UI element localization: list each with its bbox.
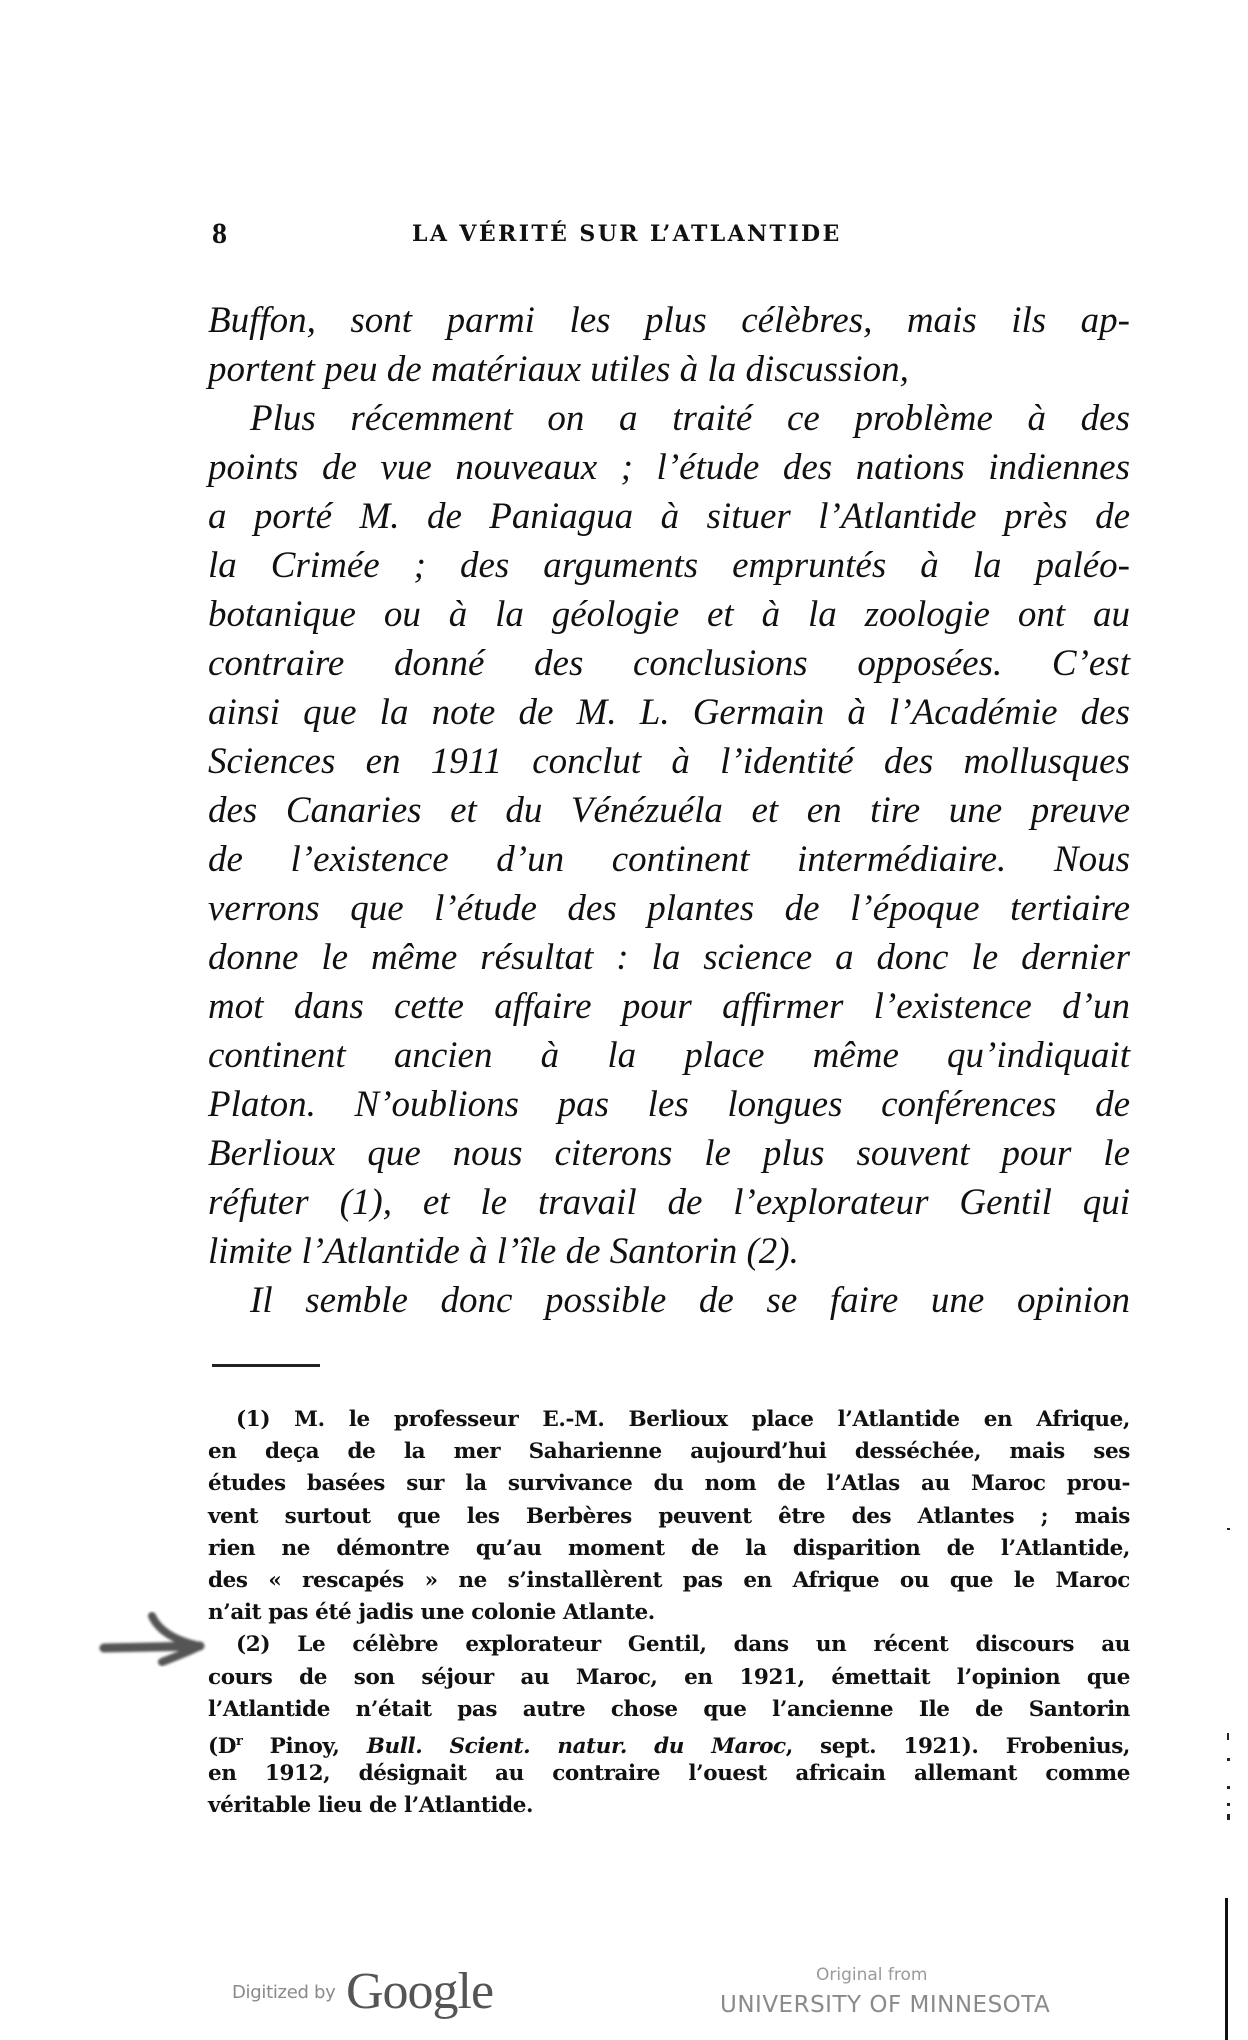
page-number: 8 bbox=[212, 217, 227, 250]
footnote-rule bbox=[212, 1364, 320, 1367]
footnote-2-line: (2) Le célèbre explorateur Gentil, dans un récent discours au bbox=[236, 1632, 1130, 1658]
arrow-strokes bbox=[104, 1616, 200, 1662]
body-line: de l’existence d’un continent intermédiaire. Nous bbox=[208, 839, 1130, 880]
page-edge-line bbox=[1225, 1898, 1228, 2040]
body-line: la Crimée ; des arguments empruntés à la paléo- bbox=[208, 545, 1130, 586]
footnote-1-line: en deça de la mer Saharienne aujourd’hui desséchée, mais ses bbox=[208, 1439, 1130, 1465]
margin-speck bbox=[1227, 1528, 1230, 1530]
citation-sup: r bbox=[236, 1733, 243, 1749]
footnote-1-line: rien ne démontre qu’au moment de la disparition de l’Atlantide, bbox=[208, 1535, 1130, 1561]
footnote-1-line: vent surtout que les Berbères peuvent être des Atlantes ; mais bbox=[208, 1503, 1130, 1529]
footnote-1-line: n’ait pas été jadis une colonie Atlante. bbox=[208, 1600, 655, 1626]
footnote-1-line: (1) M. le professeur E.-M. Berlioux place l’Atlantide en Afrique, bbox=[236, 1407, 1130, 1432]
body-line: a porté M. de Paniagua à situer l’Atlantide près de bbox=[208, 496, 1130, 537]
body-line: des Canaries et du Vénézuéla et en tire une preuve bbox=[208, 790, 1130, 831]
body-line: verrons que l’étude des plantes de l’époque tertiaire bbox=[208, 888, 1130, 929]
citation-journal: Bull. Scient. natur. du Maroc bbox=[366, 1734, 786, 1760]
margin-speck bbox=[1227, 1786, 1230, 1789]
body-line: Sciences en 1911 conclut à l’identité des mollusques bbox=[208, 741, 1130, 782]
margin-speck bbox=[1227, 1733, 1229, 1740]
margin-speck bbox=[1227, 1814, 1230, 1820]
body-text bbox=[208, 296, 1130, 1325]
citation-author: Pinoy, bbox=[242, 1734, 367, 1760]
footnote-2-line: l’Atlantide n’était pas autre chose que l’ancienne Ile de Santorin bbox=[208, 1696, 1130, 1722]
footnote-1-line: des « rescapés » ne s’installèrent pas en Afrique ou que le Maroc bbox=[208, 1567, 1130, 1593]
citation-open: (D bbox=[208, 1734, 237, 1760]
body-line: mot dans cette affaire pour affirmer l’existence d’un bbox=[208, 986, 1130, 1027]
body-line: contraire donné des conclusions opposées. C’est bbox=[208, 643, 1130, 684]
hand-drawn-arrow-icon bbox=[96, 1606, 216, 1672]
body-line: Plus récemment on a traité ce problème à des bbox=[250, 398, 1130, 439]
digitized-by-label: Digitized by bbox=[232, 1982, 336, 2003]
running-title: LA VÉRITÉ SUR L’ATLANTIDE bbox=[412, 221, 842, 247]
google-logo-text: Google bbox=[346, 1963, 494, 2020]
original-from-label: Original from bbox=[816, 1965, 928, 1985]
footnote-2-line: en 1912, désignait au contraire l’ouest africain allemant comme bbox=[208, 1761, 1130, 1787]
citation-rest: , sept. 1921). Frobenius, bbox=[785, 1734, 1130, 1760]
body-line: Buffon, sont parmi les plus célèbres, mais ils ap- bbox=[208, 300, 1130, 341]
body-line: réfuter (1), et le travail de l’explorateur Gentil qui bbox=[208, 1182, 1130, 1223]
margin-speck bbox=[1227, 1803, 1230, 1806]
body-line: continent ancien à la place même qu’indiquait bbox=[208, 1035, 1130, 1076]
google-logo bbox=[346, 1962, 493, 2021]
institution-name: UNIVERSITY OF MINNESOTA bbox=[720, 1992, 1051, 2018]
footnote-2-line: cours de son séjour au Maroc, en 1921, émettait l’opinion que bbox=[208, 1664, 1130, 1690]
footnote-2-line: véritable lieu de l’Atlantide. bbox=[208, 1793, 534, 1819]
footnote-2-citation-line bbox=[208, 1726, 1130, 1758]
body-line: limite l’Atlantide à l’île de Santorin (2). bbox=[208, 1231, 799, 1272]
body-line: botanique ou à la géologie et à la zoologie ont au bbox=[208, 594, 1130, 635]
body-line: Berlioux que nous citerons le plus souvent pour le bbox=[208, 1133, 1130, 1174]
arrow-head-upper bbox=[152, 1616, 200, 1646]
margin-speck bbox=[1227, 1758, 1230, 1761]
body-line: Platon. N’oublions pas les longues conférences de bbox=[208, 1084, 1130, 1125]
footnotes bbox=[208, 1404, 1130, 1822]
footnote-1-line: études basées sur la survivance du nom de l’Atlas au Maroc prou- bbox=[208, 1471, 1130, 1497]
body-line: portent peu de matériaux utiles à la discussion, bbox=[208, 349, 909, 390]
body-line: donne le même résultat : la science a donc le dernier bbox=[208, 937, 1130, 978]
body-line: points de vue nouveaux ; l’étude des nations indiennes bbox=[208, 447, 1130, 488]
body-line: Il semble donc possible de se faire une opinion bbox=[250, 1280, 1130, 1321]
body-line: ainsi que la note de M. L. Germain à l’Académie des bbox=[208, 692, 1130, 733]
